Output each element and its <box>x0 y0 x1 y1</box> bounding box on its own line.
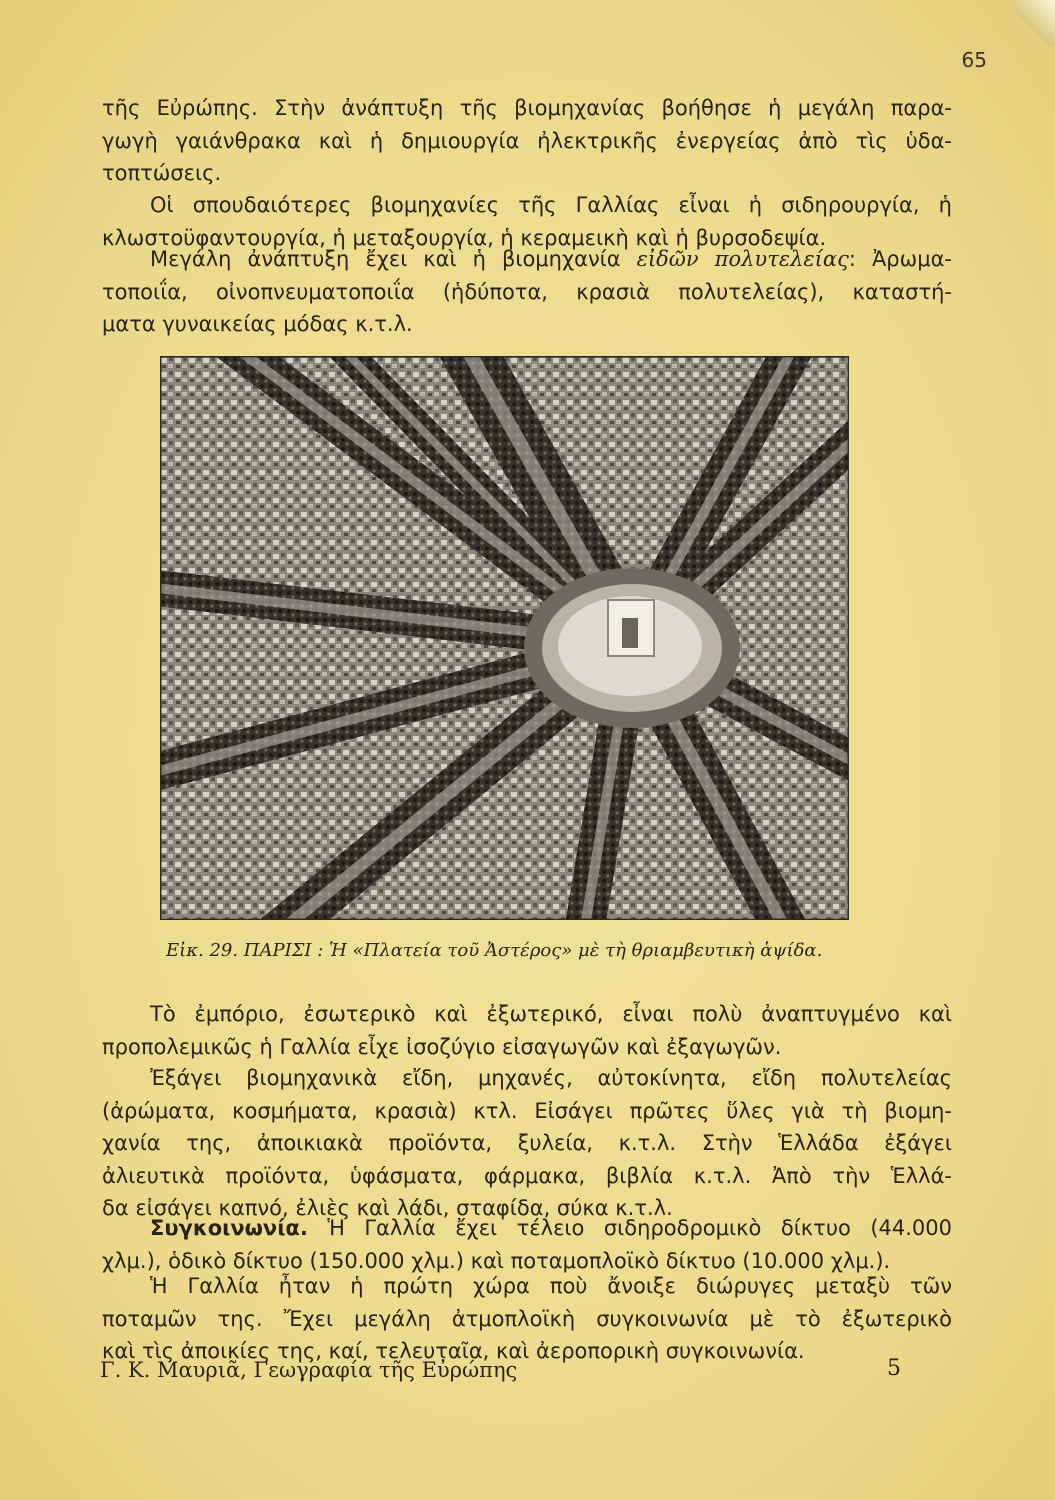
text-line: τῆς Εὐρώπης. Στὴν ἀνάπτυξη τῆς βιομηχανίας βοήθησε ἡ μεγάλη παρα- <box>102 96 952 120</box>
text-line: ἀλιευτικὰ προϊόντα, ὑφάσματα, φάρμακα, βιβλία κ.τ.λ. Ἀπὸ τὴν Ἑλλά- <box>102 1163 952 1188</box>
signature-number: 5 <box>887 1356 901 1381</box>
text-line: (ἀρώματα, κοσμήματα, κρασιὰ) κτλ. Εἰσάγει πρῶτες ὕλες γιὰ τὴ βιομη- <box>102 1098 952 1123</box>
italic-term: εἰδῶν πολυτελείας <box>636 247 849 271</box>
text-line: ματα γυναικείας μόδας κ.τ.λ. <box>102 312 413 336</box>
page-number: 65 <box>961 48 987 72</box>
text-line: τοπτώσεις. <box>102 161 222 185</box>
figure-caption: Εἰκ. 29. ΠΑΡΙΣΙ : Ἡ «Πλατεία τοῦ Ἀστέρος» μὲ τὴ θριαμβευτικὴ ἁψίδα. <box>166 940 823 961</box>
text-line: τοποιΐα, οἰνοπνευματοποιΐα (ἡδύποτα, κρασιὰ πολυτελείας), καταστή- <box>102 279 952 304</box>
text-line <box>102 243 952 276</box>
paragraph-transport <box>102 1212 952 1277</box>
text-line: κλωστοϋφαντουργία, ἡ μεταξουργία, ἡ κεραμεικὴ καὶ ἡ βυρσοδεψία. <box>102 225 827 250</box>
book-title-footer: Γ. Κ. Μαυριᾶ, Γεωγραφία τῆς Εὐρώπης <box>100 1358 518 1382</box>
text-line: δα εἰσάγει καπνό, ἐλιὲς καὶ λάδι, σταφίδα, σύκα κ.τ.λ. <box>102 1196 673 1220</box>
text-span: Ἡ Γαλλία ἔχει τέλειο σιδηροδρομικὸ δίκτυο (44.000 <box>307 1216 952 1240</box>
text-line: χλμ.), ὁδικὸ δίκτυο (150.000 χλμ.) καὶ ποταμοπλοϊκὸ δίκτυο (10.000 χλμ.). <box>102 1248 891 1273</box>
text-line <box>102 1212 952 1245</box>
text-line: ποταμῶν της. Ἔχει μεγάλη ἀτμοπλοϊκὴ συγκοινωνία μὲ τὸ ἐξωτερικὸ <box>102 1306 952 1331</box>
text-span: : Ἀρωμα- <box>848 247 953 271</box>
text-line: Τὸ ἐμπόριο, ἐσωτερικὸ καὶ ἐξωτερικό, εἶναι πολὺ ἀναπτυγμένο καὶ <box>150 1002 952 1026</box>
aerial-photo-illustration <box>160 356 849 920</box>
page-corner-fold <box>1015 0 1055 45</box>
text-line: Οἱ σπουδαιότερες βιομηχανίες τῆς Γαλλίας εἶναι ἡ σιδηρουργία, ἡ <box>150 193 952 217</box>
paragraph-exports-imports <box>102 1062 952 1225</box>
text-line: χανία της, ἀποικιακὰ προϊόντα, ξυλεία, κ.τ.λ. Στὴν Ἑλλάδα ἐξάγει <box>102 1131 952 1155</box>
text-line: Ἐξάγει βιομηχανικὰ εἴδη, μηχανές, αὐτοκίνητα, εἴδη πολυτελείας <box>150 1066 952 1090</box>
paragraph-canals <box>102 1270 952 1368</box>
paragraph-trade <box>102 998 952 1063</box>
paragraph-industry-intro <box>102 92 952 190</box>
paragraph-luxury-industry <box>102 243 952 341</box>
text-line: προπολεμικῶς ἡ Γαλλία εἶχε ἰσοζύγιο εἰσαγωγῶν καὶ ἐξαγωγῶν. <box>102 1034 782 1059</box>
text-span: Μεγάλη ἀνάπτυξη ἔχει καὶ ἡ βιομηχανία <box>150 247 637 271</box>
text-line: καὶ τὶς ἀποικίες της, καί, τελευταῖα, καὶ ἀεροπορικὴ συγκοινωνία. <box>102 1339 805 1363</box>
text-line: γωγὴ γαιάνθρακα καὶ ἡ δημιουργία ἠλεκτρικῆς ἐνεργείας ἀπὸ τὶς ὑδα- <box>102 128 952 153</box>
section-heading-transport: Συγκοινωνία. <box>150 1216 308 1240</box>
text-line: Ἡ Γαλλία ἦταν ἡ πρώτη χώρα ποὺ ἄνοιξε διώρυγες μεταξὺ τῶν <box>150 1274 952 1298</box>
aerial-photo-etoile <box>160 356 849 920</box>
